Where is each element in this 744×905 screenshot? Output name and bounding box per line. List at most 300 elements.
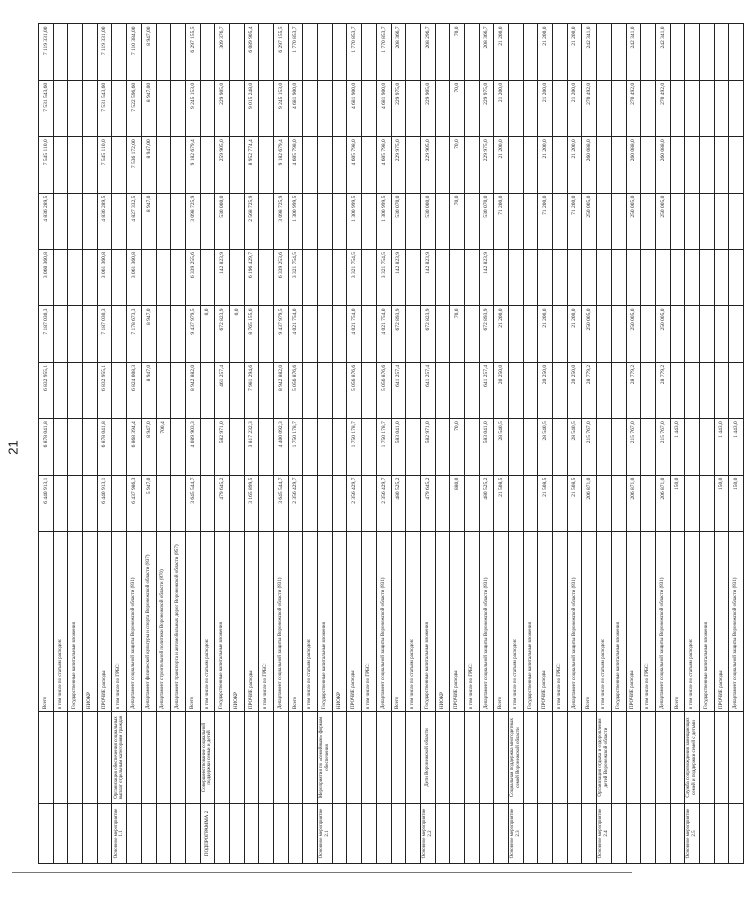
amount-cell: 7 187 030,3 [97,306,112,362]
amount-cell: 229 975,0 [479,137,494,193]
measure-name-cell [347,712,362,804]
table-row [229,24,244,864]
amount-cell: 250 005,0 [582,193,597,249]
funding-source-cell: Всего [39,532,54,712]
amount-cell: 21 200,0 [538,80,553,136]
table-row [420,24,435,864]
amount-cell [200,419,215,475]
measure-status-cell [376,804,391,864]
amount-cell [318,475,333,531]
table-body [39,24,744,864]
amount-cell [156,80,171,136]
table-row [97,24,112,864]
amount-cell: 9 437 979,5 [185,306,200,362]
amount-cell: 8 947,00 [141,137,156,193]
amount-cell: 208 366,7 [391,24,406,80]
amount-cell: 1 770 853,7 [288,24,303,80]
amount-cell [509,419,524,475]
amount-cell [670,362,685,418]
amount-cell: 672 823,9 [215,306,230,362]
table-row [332,24,347,864]
measure-name-cell [611,712,626,804]
amount-cell [699,193,714,249]
amount-cell [259,419,274,475]
amount-cell: 1 300 999,5 [288,193,303,249]
table-row [141,24,156,864]
funding-source-cell: Государственные капитальные вложения [699,532,714,712]
measure-status-cell [68,804,83,864]
amount-cell [53,475,68,531]
measure-status-cell [274,804,289,864]
amount-cell [523,193,538,249]
measure-name-cell [641,712,656,804]
amount-cell [303,250,318,306]
amount-cell [582,250,597,306]
measure-status-cell: Основное мероприятие 2.2 [420,804,435,864]
amount-cell [714,80,729,136]
amount-cell [509,475,524,531]
amount-cell [303,475,318,531]
measure-status-cell [83,804,98,864]
amount-cell [641,137,656,193]
amount-cell: 260 088,0 [655,137,670,193]
measure-name-cell: Организация обеспечения социальных выплат отдельным категориям граждан [112,712,127,804]
amount-cell: 6 339 255,6 [185,250,200,306]
amount-cell [699,24,714,80]
amount-cell: 6 868 394,4 [127,419,142,475]
funding-source-cell: Государственные капитальные вложения [68,532,83,712]
amount-cell [685,24,700,80]
amount-cell [83,24,98,80]
amount-cell [156,475,171,531]
amount-cell [729,306,744,362]
amount-cell: 8 947,0 [141,193,156,249]
amount-cell: 7 119 331,00 [97,24,112,80]
amount-cell [406,24,421,80]
measure-name-cell [53,712,68,804]
funding-source-cell: Всего [494,532,509,712]
amount-cell: 21 508,5 [567,475,582,531]
amount-cell [523,24,538,80]
funding-source-cell: Государственные капитальные вложения [215,532,230,712]
amount-cell [318,250,333,306]
amount-cell [332,419,347,475]
amount-cell [332,137,347,193]
amount-cell [259,306,274,362]
amount-cell [670,24,685,80]
amount-cell: 530 070,0 [391,193,406,249]
funding-source-cell: Департамент социальной защиты Воронежской области (831) [567,532,582,712]
funding-source-cell: Департамент социальной защиты Воронежской области (831) [376,532,391,712]
amount-cell [714,306,729,362]
amount-cell [464,362,479,418]
amount-cell [699,419,714,475]
amount-cell: 229 905,0 [420,137,435,193]
measure-status-cell [229,804,244,864]
amount-cell: 9 437 979,5 [274,306,289,362]
amount-cell [729,24,744,80]
amount-cell [318,193,333,249]
amount-cell: 6 297 155,5 [185,24,200,80]
amount-cell [332,193,347,249]
measure-status-cell [141,804,156,864]
measure-status-cell [171,804,186,864]
amount-cell: 4 681 900,0 [288,80,303,136]
amount-cell: 672 823,9 [420,306,435,362]
measure-status-cell [435,804,450,864]
amount-cell [464,193,479,249]
amount-cell: 480 525,2 [391,475,406,531]
amount-cell: 5 947,0 [141,475,156,531]
amount-cell: 215 767,0 [655,419,670,475]
amount-cell [435,80,450,136]
amount-cell [53,137,68,193]
amount-cell [156,137,171,193]
amount-cell [171,80,186,136]
table-row [362,24,377,864]
measure-name-cell [259,712,274,804]
amount-cell [141,250,156,306]
amount-cell [435,419,450,475]
amount-cell: 8 947,00 [141,24,156,80]
measure-name-cell [156,712,171,804]
amount-cell [156,250,171,306]
amount-cell [112,193,127,249]
amount-cell: 8 942 882,0 [185,362,200,418]
measure-status-cell [259,804,274,864]
amount-cell [362,362,377,418]
table-row [611,24,626,864]
amount-cell [729,80,744,136]
amount-cell: 28 540,5 [567,419,582,475]
amount-cell: 215 767,0 [626,419,641,475]
amount-cell: 71 200,0 [567,193,582,249]
amount-cell: 150,0 [670,475,685,531]
funding-source-cell: Всего [582,532,597,712]
amount-cell: 6 440 913,1 [97,475,112,531]
measure-name-cell [655,712,670,804]
amount-cell: 7 531 543,60 [97,80,112,136]
amount-cell: 3 061 360,8 [127,250,142,306]
amount-cell [229,250,244,306]
amount-cell: 1 300 999,5 [376,193,391,249]
measure-name-cell [288,712,303,804]
amount-cell: 21 508,5 [494,475,509,531]
amount-cell [200,193,215,249]
amount-cell [83,250,98,306]
measure-name-cell [362,712,377,804]
amount-cell [53,306,68,362]
measure-status-cell [729,804,744,864]
measure-name-cell [567,712,582,804]
measure-name-cell [39,712,54,804]
amount-cell [362,306,377,362]
amount-cell [729,137,744,193]
amount-cell [303,137,318,193]
amount-cell [229,419,244,475]
table-row [714,24,729,864]
amount-cell: 70,0 [450,193,465,249]
amount-cell [670,306,685,362]
page-number: 21 [5,440,21,455]
amount-cell [523,362,538,418]
amount-cell [714,137,729,193]
amount-cell: 206 871,0 [626,475,641,531]
measure-status-cell [362,804,377,864]
amount-cell [171,362,186,418]
amount-cell: 142 823,9 [391,250,406,306]
measure-name-cell [303,712,318,804]
amount-cell: 260 088,0 [582,137,597,193]
amount-cell [318,137,333,193]
amount-cell [362,193,377,249]
amount-cell: 479 645,2 [215,475,230,531]
amount-cell: 582 971,0 [215,419,230,475]
amount-cell: 672 893,9 [391,306,406,362]
amount-cell: 2 356 429,7 [288,475,303,531]
amount-cell [171,475,186,531]
funding-source-cell: Департамент социальной защиты Воронежской области (831) [127,532,142,712]
amount-cell [259,250,274,306]
amount-cell [685,80,700,136]
amount-cell: 6 832 955,1 [97,362,112,418]
amount-cell: 270 492,0 [655,80,670,136]
table-row [68,24,83,864]
measure-name-cell [171,712,186,804]
funding-source-cell: в том числе по статьям расходов: [685,532,700,712]
amount-cell: 250 005,0 [582,306,597,362]
table-row [655,24,670,864]
amount-cell: 7 119 331,00 [39,24,54,80]
measure-name-cell [215,712,230,804]
amount-cell: 6 440 913,1 [39,475,54,531]
amount-cell: 7 545 110,0 [39,137,54,193]
amount-cell: 250 005,0 [626,306,641,362]
table-row [53,24,68,864]
amount-cell: 4 605 798,0 [376,137,391,193]
amount-cell [553,193,568,249]
amount-cell [435,250,450,306]
amount-cell: 7 981 294,6 [244,362,259,418]
measure-name-cell [83,712,98,804]
amount-cell: 4 836 289,5 [97,193,112,249]
amount-cell: 9 245 153,0 [185,80,200,136]
amount-cell [318,80,333,136]
measure-status-cell [332,804,347,864]
amount-cell [318,24,333,80]
amount-cell [523,250,538,306]
amount-cell [362,475,377,531]
amount-cell: 270 492,0 [582,80,597,136]
amount-cell [303,80,318,136]
amount-cell [597,24,612,80]
amount-cell [83,306,98,362]
measure-name-cell [391,712,406,804]
amount-cell: 7 187 030,3 [39,306,54,362]
amount-cell [171,24,186,80]
funding-source-cell: ПРОЧИЕ расходы [450,532,465,712]
amount-cell: 242 341,0 [626,24,641,80]
measure-status-cell [494,804,509,864]
amount-cell: 4 827 332,5 [127,193,142,249]
amount-cell [362,250,377,306]
amount-cell: 641 257,4 [479,362,494,418]
amount-cell: 242 341,0 [582,24,597,80]
funding-source-cell: Всего [185,532,200,712]
amount-cell [685,362,700,418]
amount-cell: 229 905,0 [420,80,435,136]
amount-cell [200,250,215,306]
amount-cell: 8 947,0 [141,419,156,475]
amount-cell [83,137,98,193]
measure-status-cell [406,804,421,864]
measure-status-cell: Основное мероприятие 2.1 [318,804,333,864]
amount-cell [68,419,83,475]
measure-status-cell [303,804,318,864]
measure-name-cell [185,712,200,804]
amount-cell [685,306,700,362]
amount-cell [53,80,68,136]
measure-name-cell [582,712,597,804]
amount-cell [406,193,421,249]
measure-status-cell [347,804,362,864]
amount-cell: 21 200,0 [567,306,582,362]
amount-cell [714,24,729,80]
amount-cell [171,250,186,306]
amount-cell [494,250,509,306]
measure-status-cell [53,804,68,864]
amount-cell [641,475,656,531]
measure-status-cell [626,804,641,864]
amount-cell [259,193,274,249]
amount-cell [332,250,347,306]
amount-cell: 21 200,0 [538,306,553,362]
amount-cell [641,80,656,136]
amount-cell [259,362,274,418]
amount-cell [553,419,568,475]
amount-cell: 6 878 041,8 [97,419,112,475]
amount-cell [68,306,83,362]
amount-cell: 21 200,0 [567,80,582,136]
amount-cell: 1 750 178,7 [347,419,362,475]
amount-cell [729,193,744,249]
amount-cell [626,250,641,306]
amount-cell: 3 645 544,7 [274,475,289,531]
budget-table-rotated [38,24,739,864]
amount-cell: 229 975,0 [391,137,406,193]
amount-cell [171,193,186,249]
amount-cell [229,137,244,193]
amount-cell [229,475,244,531]
amount-cell: 21 200,0 [494,137,509,193]
amount-cell [156,362,171,418]
amount-cell [729,362,744,418]
funding-source-cell: ПРОЧИЕ расходы [244,532,259,712]
table-row [641,24,656,864]
measure-status-cell: Основное мероприятие 1.1 [112,804,127,864]
amount-cell [229,80,244,136]
amount-cell: 71 200,0 [494,193,509,249]
amount-cell: 8 947,00 [141,80,156,136]
measure-name-cell [626,712,641,804]
table-row [259,24,274,864]
table-row [39,24,54,864]
amount-cell [259,80,274,136]
funding-source-cell: Всего [288,532,303,712]
measure-name-cell [494,712,509,804]
amount-cell [112,419,127,475]
amount-cell [509,193,524,249]
amount-cell: 479 645,2 [420,475,435,531]
amount-cell: 3 321 754,5 [347,250,362,306]
amount-cell [53,250,68,306]
amount-cell [685,193,700,249]
amount-cell [200,362,215,418]
amount-cell: 20 250,0 [538,362,553,418]
amount-cell: 3 098 725,9 [185,193,200,249]
amount-cell: 7 522 596,60 [127,80,142,136]
measure-name-cell [464,712,479,804]
amount-cell [406,419,421,475]
amount-cell [464,137,479,193]
measure-name-cell: Мероприятия по «семейным» формам обеспечения [318,712,333,804]
amount-cell: 1 750 178,7 [288,419,303,475]
amount-cell [641,193,656,249]
measure-name-cell [553,712,568,804]
measure-status-cell [567,804,582,864]
amount-cell: 4 681 900,0 [347,80,362,136]
amount-cell [229,362,244,418]
amount-cell [200,80,215,136]
amount-cell [435,362,450,418]
amount-cell: 9 182 679,4 [185,137,200,193]
table-row [244,24,259,864]
table-row [626,24,641,864]
amount-cell [112,475,127,531]
measure-status-cell [127,804,142,864]
amount-cell: 142 823,9 [479,250,494,306]
amount-cell [68,362,83,418]
table-row [318,24,333,864]
amount-cell [303,419,318,475]
measure-name-cell [714,712,729,804]
amount-cell: 3 061 360,8 [97,250,112,306]
amount-cell [171,137,186,193]
amount-cell: 6 878 041,8 [39,419,54,475]
measure-name-cell [729,712,744,804]
funding-source-cell: Государственные капитальные вложения [523,532,538,712]
funding-source-cell: Департамент строительной политики Воронежской области (870) [156,532,171,712]
amount-cell [597,250,612,306]
amount-cell: 21 200,0 [567,24,582,80]
amount-cell: 641 257,4 [391,362,406,418]
funding-source-cell: в том числе по статьям расходов: [53,532,68,712]
amount-cell: 70,0 [450,306,465,362]
amount-cell [303,24,318,80]
amount-cell [303,362,318,418]
table-row [303,24,318,864]
amount-cell [699,250,714,306]
amount-cell [464,419,479,475]
amount-cell [464,24,479,80]
amount-cell: 28 779,2 [626,362,641,418]
amount-cell [611,24,626,80]
amount-cell: 3 321 754,5 [376,250,391,306]
amount-cell [670,137,685,193]
amount-cell [450,362,465,418]
funding-source-cell: в том числе по ГРБС: [641,532,656,712]
amount-cell [53,24,68,80]
